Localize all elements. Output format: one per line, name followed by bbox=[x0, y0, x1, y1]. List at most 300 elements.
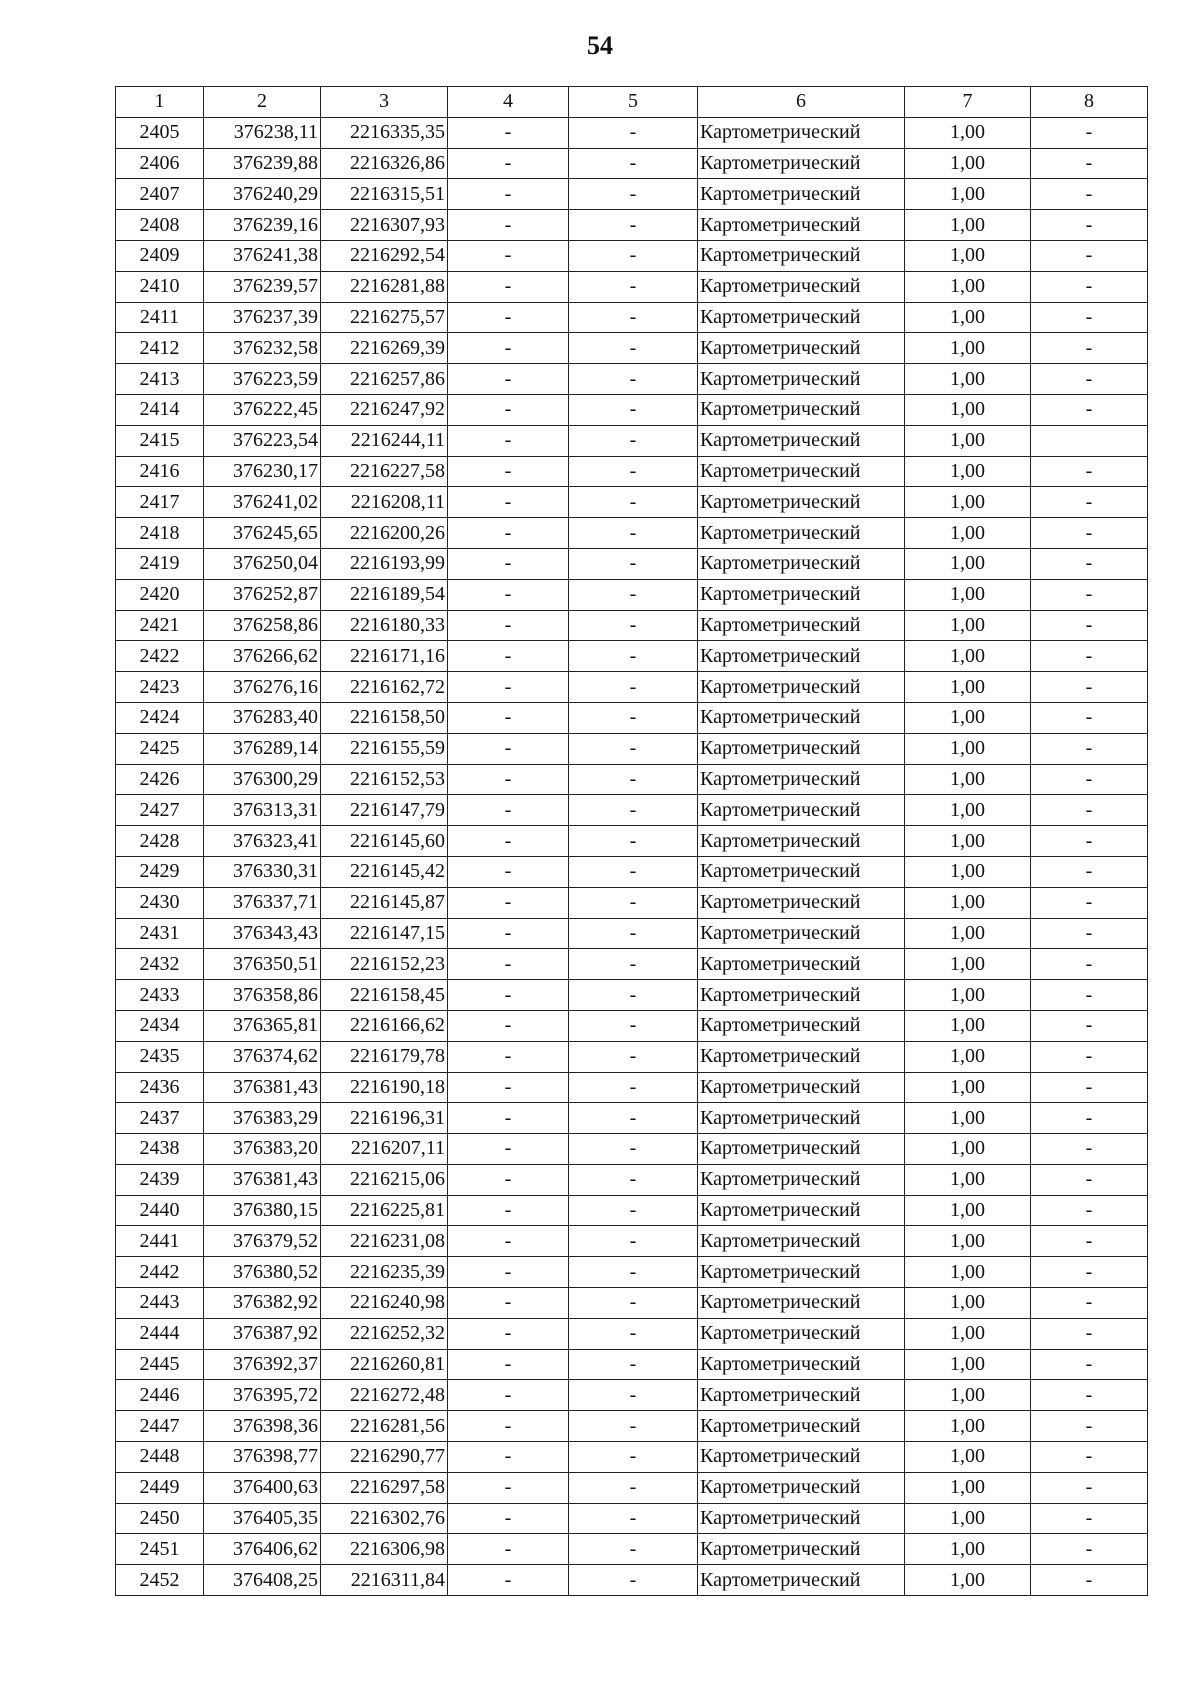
column-4-cell: - bbox=[448, 518, 569, 549]
x-coordinate-cell: 376239,16 bbox=[204, 210, 321, 241]
point-number-cell: 2445 bbox=[116, 1349, 204, 1380]
method-cell: Картометрический bbox=[698, 548, 905, 579]
table-row bbox=[116, 1380, 1148, 1411]
x-coordinate-cell: 376365,81 bbox=[204, 1010, 321, 1041]
table-row bbox=[116, 271, 1148, 302]
column-header: 2 bbox=[204, 87, 321, 118]
column-8-cell: - bbox=[1031, 1534, 1148, 1565]
table-row bbox=[116, 1442, 1148, 1473]
x-coordinate-cell: 376398,77 bbox=[204, 1442, 321, 1473]
accuracy-cell: 1,00 bbox=[905, 240, 1031, 271]
column-4-cell: - bbox=[448, 887, 569, 918]
column-header: 7 bbox=[905, 87, 1031, 118]
x-coordinate-cell: 376222,45 bbox=[204, 394, 321, 425]
column-8-cell: - bbox=[1031, 1164, 1148, 1195]
column-5-cell: - bbox=[569, 518, 698, 549]
column-4-cell: - bbox=[448, 1195, 569, 1226]
x-coordinate-cell: 376300,29 bbox=[204, 764, 321, 795]
column-4-cell: - bbox=[448, 148, 569, 179]
table-row bbox=[116, 1349, 1148, 1380]
table-row bbox=[116, 487, 1148, 518]
accuracy-cell: 1,00 bbox=[905, 394, 1031, 425]
method-cell: Картометрический bbox=[698, 1472, 905, 1503]
method-cell: Картометрический bbox=[698, 394, 905, 425]
table-row bbox=[116, 1041, 1148, 1072]
point-number-cell: 2440 bbox=[116, 1195, 204, 1226]
method-cell: Картометрический bbox=[698, 271, 905, 302]
x-coordinate-cell: 376230,17 bbox=[204, 456, 321, 487]
method-cell: Картометрический bbox=[698, 1164, 905, 1195]
x-coordinate-cell: 376406,62 bbox=[204, 1534, 321, 1565]
column-4-cell: - bbox=[448, 826, 569, 857]
point-number-cell: 2424 bbox=[116, 702, 204, 733]
point-number-cell: 2431 bbox=[116, 918, 204, 949]
table-row bbox=[116, 364, 1148, 395]
table-row bbox=[116, 394, 1148, 425]
accuracy-cell: 1,00 bbox=[905, 425, 1031, 456]
method-cell: Картометрический bbox=[698, 240, 905, 271]
column-5-cell: - bbox=[569, 1318, 698, 1349]
table-row bbox=[116, 1288, 1148, 1319]
method-cell: Картометрический bbox=[698, 1349, 905, 1380]
method-cell: Картометрический bbox=[698, 1103, 905, 1134]
column-5-cell: - bbox=[569, 1164, 698, 1195]
table-row bbox=[116, 795, 1148, 826]
x-coordinate-cell: 376337,71 bbox=[204, 887, 321, 918]
column-5-cell: - bbox=[569, 548, 698, 579]
table-row bbox=[116, 764, 1148, 795]
column-8-cell: - bbox=[1031, 179, 1148, 210]
method-cell: Картометрический bbox=[698, 1072, 905, 1103]
x-coordinate-cell: 376383,20 bbox=[204, 1134, 321, 1165]
y-coordinate-cell: 2216145,42 bbox=[321, 856, 448, 887]
column-5-cell: - bbox=[569, 887, 698, 918]
table-row bbox=[116, 856, 1148, 887]
accuracy-cell: 1,00 bbox=[905, 1503, 1031, 1534]
table-row bbox=[116, 887, 1148, 918]
column-4-cell: - bbox=[448, 949, 569, 980]
point-number-cell: 2406 bbox=[116, 148, 204, 179]
y-coordinate-cell: 2216225,81 bbox=[321, 1195, 448, 1226]
method-cell: Картометрический bbox=[698, 1318, 905, 1349]
accuracy-cell: 1,00 bbox=[905, 302, 1031, 333]
accuracy-cell: 1,00 bbox=[905, 1380, 1031, 1411]
table-row bbox=[116, 1565, 1148, 1596]
table-row bbox=[116, 240, 1148, 271]
column-8-cell: - bbox=[1031, 117, 1148, 148]
y-coordinate-cell: 2216145,60 bbox=[321, 826, 448, 857]
column-5-cell: - bbox=[569, 179, 698, 210]
method-cell: Картометрический bbox=[698, 1226, 905, 1257]
table-row bbox=[116, 1010, 1148, 1041]
point-number-cell: 2452 bbox=[116, 1565, 204, 1596]
x-coordinate-cell: 376400,63 bbox=[204, 1472, 321, 1503]
accuracy-cell: 1,00 bbox=[905, 702, 1031, 733]
y-coordinate-cell: 2216189,54 bbox=[321, 579, 448, 610]
column-4-cell: - bbox=[448, 302, 569, 333]
point-number-cell: 2407 bbox=[116, 179, 204, 210]
column-5-cell: - bbox=[569, 487, 698, 518]
y-coordinate-cell: 2216252,32 bbox=[321, 1318, 448, 1349]
method-cell: Картометрический bbox=[698, 487, 905, 518]
accuracy-cell: 1,00 bbox=[905, 117, 1031, 148]
method-cell: Картометрический bbox=[698, 702, 905, 733]
column-5-cell: - bbox=[569, 826, 698, 857]
y-coordinate-cell: 2216200,26 bbox=[321, 518, 448, 549]
y-coordinate-cell: 2216297,58 bbox=[321, 1472, 448, 1503]
y-coordinate-cell: 2216281,56 bbox=[321, 1411, 448, 1442]
method-cell: Картометрический bbox=[698, 1503, 905, 1534]
column-5-cell: - bbox=[569, 1195, 698, 1226]
y-coordinate-cell: 2216240,98 bbox=[321, 1288, 448, 1319]
column-4-cell: - bbox=[448, 487, 569, 518]
column-8-cell: - bbox=[1031, 1565, 1148, 1596]
accuracy-cell: 1,00 bbox=[905, 148, 1031, 179]
point-number-cell: 2433 bbox=[116, 980, 204, 1011]
column-5-cell: - bbox=[569, 1072, 698, 1103]
column-8-cell: - bbox=[1031, 1226, 1148, 1257]
accuracy-cell: 1,00 bbox=[905, 980, 1031, 1011]
column-4-cell: - bbox=[448, 641, 569, 672]
accuracy-cell: 1,00 bbox=[905, 1195, 1031, 1226]
table-header-row bbox=[116, 87, 1148, 118]
table-body bbox=[116, 117, 1148, 1595]
column-4-cell: - bbox=[448, 918, 569, 949]
accuracy-cell: 1,00 bbox=[905, 826, 1031, 857]
column-5-cell: - bbox=[569, 1226, 698, 1257]
y-coordinate-cell: 2216290,77 bbox=[321, 1442, 448, 1473]
y-coordinate-cell: 2216335,35 bbox=[321, 117, 448, 148]
column-8-cell: - bbox=[1031, 148, 1148, 179]
point-number-cell: 2423 bbox=[116, 672, 204, 703]
accuracy-cell: 1,00 bbox=[905, 856, 1031, 887]
column-header: 4 bbox=[448, 87, 569, 118]
method-cell: Картометрический bbox=[698, 1288, 905, 1319]
y-coordinate-cell: 2216269,39 bbox=[321, 333, 448, 364]
table-row bbox=[116, 672, 1148, 703]
column-8-cell: - bbox=[1031, 579, 1148, 610]
method-cell: Картометрический bbox=[698, 918, 905, 949]
column-4-cell: - bbox=[448, 333, 569, 364]
point-number-cell: 2415 bbox=[116, 425, 204, 456]
point-number-cell: 2438 bbox=[116, 1134, 204, 1165]
y-coordinate-cell: 2216207,11 bbox=[321, 1134, 448, 1165]
point-number-cell: 2413 bbox=[116, 364, 204, 395]
column-4-cell: - bbox=[448, 764, 569, 795]
accuracy-cell: 1,00 bbox=[905, 1164, 1031, 1195]
x-coordinate-cell: 376379,52 bbox=[204, 1226, 321, 1257]
x-coordinate-cell: 376395,72 bbox=[204, 1380, 321, 1411]
column-8-cell: - bbox=[1031, 1257, 1148, 1288]
table-row bbox=[116, 1226, 1148, 1257]
accuracy-cell: 1,00 bbox=[905, 179, 1031, 210]
x-coordinate-cell: 376381,43 bbox=[204, 1164, 321, 1195]
column-4-cell: - bbox=[448, 117, 569, 148]
table-row bbox=[116, 1072, 1148, 1103]
accuracy-cell: 1,00 bbox=[905, 1565, 1031, 1596]
column-8-cell: - bbox=[1031, 210, 1148, 241]
accuracy-cell: 1,00 bbox=[905, 333, 1031, 364]
point-number-cell: 2427 bbox=[116, 795, 204, 826]
method-cell: Картометрический bbox=[698, 1041, 905, 1072]
method-cell: Картометрический bbox=[698, 1195, 905, 1226]
x-coordinate-cell: 376223,54 bbox=[204, 425, 321, 456]
x-coordinate-cell: 376250,04 bbox=[204, 548, 321, 579]
y-coordinate-cell: 2216158,45 bbox=[321, 980, 448, 1011]
page-number: 54 bbox=[587, 31, 613, 60]
point-number-cell: 2421 bbox=[116, 610, 204, 641]
column-5-cell: - bbox=[569, 210, 698, 241]
column-4-cell: - bbox=[448, 179, 569, 210]
y-coordinate-cell: 2216152,23 bbox=[321, 949, 448, 980]
column-5-cell: - bbox=[569, 641, 698, 672]
column-5-cell: - bbox=[569, 456, 698, 487]
coordinates-table bbox=[115, 86, 1148, 1596]
column-8-cell: - bbox=[1031, 702, 1148, 733]
accuracy-cell: 1,00 bbox=[905, 887, 1031, 918]
accuracy-cell: 1,00 bbox=[905, 1472, 1031, 1503]
x-coordinate-cell: 376381,43 bbox=[204, 1072, 321, 1103]
method-cell: Картометрический bbox=[698, 518, 905, 549]
column-8-cell: - bbox=[1031, 302, 1148, 333]
table-row bbox=[116, 302, 1148, 333]
table-row bbox=[116, 456, 1148, 487]
column-4-cell: - bbox=[448, 1041, 569, 1072]
x-coordinate-cell: 376232,58 bbox=[204, 333, 321, 364]
method-cell: Картометрический bbox=[698, 1534, 905, 1565]
column-4-cell: - bbox=[448, 1318, 569, 1349]
column-8-cell: - bbox=[1031, 949, 1148, 980]
point-number-cell: 2417 bbox=[116, 487, 204, 518]
method-cell: Картометрический bbox=[698, 1010, 905, 1041]
column-4-cell: - bbox=[448, 456, 569, 487]
point-number-cell: 2422 bbox=[116, 641, 204, 672]
method-cell: Картометрический bbox=[698, 1411, 905, 1442]
point-number-cell: 2449 bbox=[116, 1472, 204, 1503]
x-coordinate-cell: 376241,02 bbox=[204, 487, 321, 518]
column-4-cell: - bbox=[448, 1134, 569, 1165]
column-8-cell: - bbox=[1031, 1195, 1148, 1226]
table-row bbox=[116, 117, 1148, 148]
accuracy-cell: 1,00 bbox=[905, 364, 1031, 395]
method-cell: Картометрический bbox=[698, 210, 905, 241]
column-4-cell: - bbox=[448, 579, 569, 610]
method-cell: Картометрический bbox=[698, 641, 905, 672]
column-4-cell: - bbox=[448, 1565, 569, 1596]
x-coordinate-cell: 376241,38 bbox=[204, 240, 321, 271]
column-4-cell: - bbox=[448, 1257, 569, 1288]
method-cell: Картометрический bbox=[698, 949, 905, 980]
point-number-cell: 2416 bbox=[116, 456, 204, 487]
column-4-cell: - bbox=[448, 1349, 569, 1380]
table-row bbox=[116, 1134, 1148, 1165]
x-coordinate-cell: 376392,37 bbox=[204, 1349, 321, 1380]
column-8-cell: - bbox=[1031, 918, 1148, 949]
y-coordinate-cell: 2216147,79 bbox=[321, 795, 448, 826]
method-cell: Картометрический bbox=[698, 1257, 905, 1288]
column-5-cell: - bbox=[569, 1010, 698, 1041]
method-cell: Картометрический bbox=[698, 302, 905, 333]
column-5-cell: - bbox=[569, 302, 698, 333]
column-8-cell: - bbox=[1031, 456, 1148, 487]
x-coordinate-cell: 376380,15 bbox=[204, 1195, 321, 1226]
column-4-cell: - bbox=[448, 1103, 569, 1134]
accuracy-cell: 1,00 bbox=[905, 610, 1031, 641]
table-row bbox=[116, 1503, 1148, 1534]
point-number-cell: 2434 bbox=[116, 1010, 204, 1041]
accuracy-cell: 1,00 bbox=[905, 579, 1031, 610]
y-coordinate-cell: 2216326,86 bbox=[321, 148, 448, 179]
y-coordinate-cell: 2216193,99 bbox=[321, 548, 448, 579]
table-row bbox=[116, 148, 1148, 179]
y-coordinate-cell: 2216196,31 bbox=[321, 1103, 448, 1134]
table-row bbox=[116, 1534, 1148, 1565]
column-5-cell: - bbox=[569, 1288, 698, 1319]
x-coordinate-cell: 376387,92 bbox=[204, 1318, 321, 1349]
accuracy-cell: 1,00 bbox=[905, 949, 1031, 980]
table-row bbox=[116, 1103, 1148, 1134]
accuracy-cell: 1,00 bbox=[905, 1534, 1031, 1565]
x-coordinate-cell: 376374,62 bbox=[204, 1041, 321, 1072]
y-coordinate-cell: 2216275,57 bbox=[321, 302, 448, 333]
accuracy-cell: 1,00 bbox=[905, 1010, 1031, 1041]
column-8-cell: - bbox=[1031, 518, 1148, 549]
column-header: 8 bbox=[1031, 87, 1148, 118]
column-8-cell: - bbox=[1031, 1442, 1148, 1473]
accuracy-cell: 1,00 bbox=[905, 795, 1031, 826]
method-cell: Картометрический bbox=[698, 980, 905, 1011]
column-4-cell: - bbox=[448, 672, 569, 703]
column-5-cell: - bbox=[569, 949, 698, 980]
column-8-cell: - bbox=[1031, 1503, 1148, 1534]
x-coordinate-cell: 376380,52 bbox=[204, 1257, 321, 1288]
method-cell: Картометрический bbox=[698, 764, 905, 795]
column-8-cell: - bbox=[1031, 364, 1148, 395]
y-coordinate-cell: 2216231,08 bbox=[321, 1226, 448, 1257]
column-5-cell: - bbox=[569, 1041, 698, 1072]
table-row bbox=[116, 980, 1148, 1011]
column-8-cell: - bbox=[1031, 856, 1148, 887]
column-8-cell: - bbox=[1031, 271, 1148, 302]
column-8-cell: - bbox=[1031, 795, 1148, 826]
column-5-cell: - bbox=[569, 1534, 698, 1565]
y-coordinate-cell: 2216227,58 bbox=[321, 456, 448, 487]
x-coordinate-cell: 376405,35 bbox=[204, 1503, 321, 1534]
column-5-cell: - bbox=[569, 1411, 698, 1442]
column-4-cell: - bbox=[448, 425, 569, 456]
column-header: 6 bbox=[698, 87, 905, 118]
point-number-cell: 2444 bbox=[116, 1318, 204, 1349]
column-4-cell: - bbox=[448, 702, 569, 733]
column-8-cell: - bbox=[1031, 1134, 1148, 1165]
method-cell: Картометрический bbox=[698, 795, 905, 826]
table-row bbox=[116, 425, 1148, 456]
x-coordinate-cell: 376289,14 bbox=[204, 733, 321, 764]
point-number-cell: 2428 bbox=[116, 826, 204, 857]
column-5-cell: - bbox=[569, 672, 698, 703]
method-cell: Картометрический bbox=[698, 333, 905, 364]
point-number-cell: 2410 bbox=[116, 271, 204, 302]
column-5-cell: - bbox=[569, 364, 698, 395]
accuracy-cell: 1,00 bbox=[905, 1411, 1031, 1442]
x-coordinate-cell: 376237,39 bbox=[204, 302, 321, 333]
column-header: 3 bbox=[321, 87, 448, 118]
point-number-cell: 2436 bbox=[116, 1072, 204, 1103]
column-8-cell: - bbox=[1031, 333, 1148, 364]
point-number-cell: 2439 bbox=[116, 1164, 204, 1195]
y-coordinate-cell: 2216292,54 bbox=[321, 240, 448, 271]
method-cell: Картометрический bbox=[698, 117, 905, 148]
point-number-cell: 2437 bbox=[116, 1103, 204, 1134]
point-number-cell: 2442 bbox=[116, 1257, 204, 1288]
column-8-cell: - bbox=[1031, 1349, 1148, 1380]
accuracy-cell: 1,00 bbox=[905, 641, 1031, 672]
column-4-cell: - bbox=[448, 548, 569, 579]
column-5-cell: - bbox=[569, 1442, 698, 1473]
method-cell: Картометрический bbox=[698, 456, 905, 487]
x-coordinate-cell: 376239,88 bbox=[204, 148, 321, 179]
column-8-cell: - bbox=[1031, 240, 1148, 271]
y-coordinate-cell: 2216315,51 bbox=[321, 179, 448, 210]
x-coordinate-cell: 376283,40 bbox=[204, 702, 321, 733]
table-row bbox=[116, 1257, 1148, 1288]
column-8-cell: - bbox=[1031, 980, 1148, 1011]
y-coordinate-cell: 2216152,53 bbox=[321, 764, 448, 795]
y-coordinate-cell: 2216235,39 bbox=[321, 1257, 448, 1288]
table-row bbox=[116, 610, 1148, 641]
column-8-cell: - bbox=[1031, 764, 1148, 795]
y-coordinate-cell: 2216311,84 bbox=[321, 1565, 448, 1596]
column-8-cell: - bbox=[1031, 1411, 1148, 1442]
column-4-cell: - bbox=[448, 795, 569, 826]
table-row bbox=[116, 548, 1148, 579]
column-8-cell: - bbox=[1031, 610, 1148, 641]
point-number-cell: 2441 bbox=[116, 1226, 204, 1257]
column-4-cell: - bbox=[448, 733, 569, 764]
accuracy-cell: 1,00 bbox=[905, 1072, 1031, 1103]
column-5-cell: - bbox=[569, 148, 698, 179]
column-5-cell: - bbox=[569, 1134, 698, 1165]
column-8-cell: - bbox=[1031, 1103, 1148, 1134]
point-number-cell: 2412 bbox=[116, 333, 204, 364]
column-8-cell: - bbox=[1031, 733, 1148, 764]
method-cell: Картометрический bbox=[698, 1380, 905, 1411]
column-4-cell: - bbox=[448, 1288, 569, 1319]
point-number-cell: 2426 bbox=[116, 764, 204, 795]
column-5-cell: - bbox=[569, 333, 698, 364]
y-coordinate-cell: 2216302,76 bbox=[321, 1503, 448, 1534]
table-row bbox=[116, 579, 1148, 610]
y-coordinate-cell: 2216272,48 bbox=[321, 1380, 448, 1411]
x-coordinate-cell: 376238,11 bbox=[204, 117, 321, 148]
method-cell: Картометрический bbox=[698, 887, 905, 918]
table-row bbox=[116, 179, 1148, 210]
column-8-cell: - bbox=[1031, 1072, 1148, 1103]
y-coordinate-cell: 2216260,81 bbox=[321, 1349, 448, 1380]
point-number-cell: 2425 bbox=[116, 733, 204, 764]
x-coordinate-cell: 376323,41 bbox=[204, 826, 321, 857]
column-8-cell: - bbox=[1031, 548, 1148, 579]
method-cell: Картометрический bbox=[698, 672, 905, 703]
point-number-cell: 2419 bbox=[116, 548, 204, 579]
accuracy-cell: 1,00 bbox=[905, 1257, 1031, 1288]
column-8-cell: - bbox=[1031, 826, 1148, 857]
y-coordinate-cell: 2216244,11 bbox=[321, 425, 448, 456]
column-8-cell: - bbox=[1031, 394, 1148, 425]
table-row bbox=[116, 1318, 1148, 1349]
method-cell: Картометрический bbox=[698, 1442, 905, 1473]
column-5-cell: - bbox=[569, 702, 698, 733]
